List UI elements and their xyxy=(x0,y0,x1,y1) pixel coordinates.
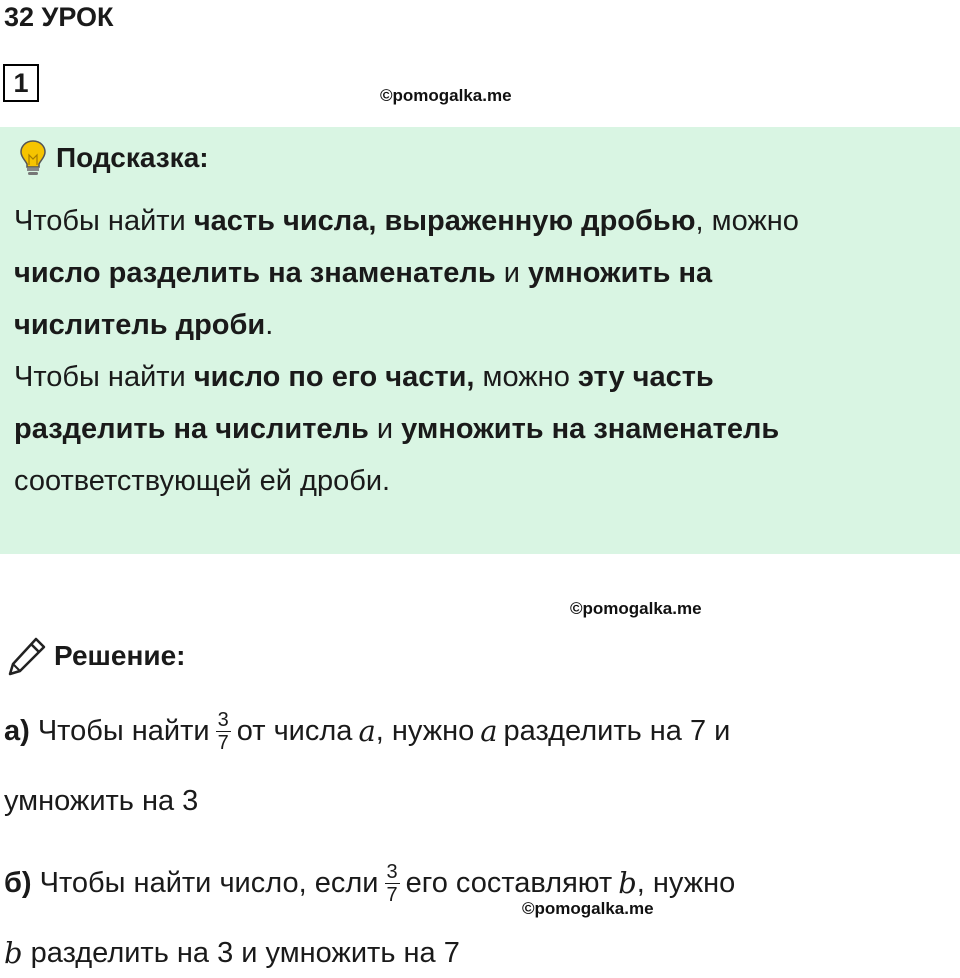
fraction-numerator: 3 xyxy=(217,708,229,731)
solution-a-text4: разделить на 7 и xyxy=(503,714,731,747)
hint-line xyxy=(14,257,712,290)
hint-text-run: умножить на знаменатель xyxy=(401,413,780,445)
solution-a-line2: умножить на 3 xyxy=(4,785,199,817)
hint-line xyxy=(14,413,779,446)
lesson-title: 32 УРОК xyxy=(4,2,114,32)
hint-text-run: разделить на числитель xyxy=(14,413,369,445)
lightbulb-icon xyxy=(18,139,48,177)
solution-title: Решение: xyxy=(54,640,186,671)
hint-line xyxy=(14,309,273,342)
watermark: ©pomogalka.me xyxy=(570,599,702,618)
fraction xyxy=(385,861,400,906)
hint-text-run: можно xyxy=(474,361,578,393)
pencil-icon xyxy=(6,635,48,677)
hint-line xyxy=(14,205,799,238)
hint-text-run: эту часть xyxy=(577,361,714,393)
hint-text-run: числитель дроби xyxy=(14,309,266,341)
hint-line xyxy=(14,361,714,394)
variable-a: a xyxy=(480,714,498,748)
solution-header xyxy=(6,634,185,678)
solution-a-text3: , нужно xyxy=(375,714,475,747)
hint-line xyxy=(14,465,390,498)
variable-b: b xyxy=(618,866,637,900)
variable-b: b xyxy=(4,936,23,970)
solution-b-line2-text: разделить на 3 и умножить на 7 xyxy=(22,936,460,969)
hint-text-run: соответствующей ей дроби. xyxy=(14,465,391,497)
solution-a-text2: от числа xyxy=(236,714,353,747)
hint-text-run: . xyxy=(265,309,274,341)
solution-b-text2: его составляют xyxy=(405,866,613,899)
watermark: ©pomogalka.me xyxy=(522,899,654,918)
hint-text-run: умножить на xyxy=(528,257,713,289)
solution-b-label: б) xyxy=(4,866,32,899)
solution-b-line2 xyxy=(4,936,460,970)
fraction-numerator: 3 xyxy=(386,860,398,883)
variable-a: a xyxy=(358,714,376,748)
hint-text-run: и xyxy=(368,413,402,445)
fraction-denominator: 7 xyxy=(217,731,229,754)
hint-text-run: число по его части, xyxy=(193,361,475,393)
solution-b-text1: Чтобы найти число, если xyxy=(31,866,379,899)
hint-text-run: число разделить на знаменатель xyxy=(14,257,496,289)
watermark: ©pomogalka.me xyxy=(380,86,512,105)
hint-header xyxy=(18,138,209,178)
hint-text-run: , можно xyxy=(695,205,799,237)
hint-title: Подсказка: xyxy=(56,142,209,173)
task-number: 1 xyxy=(3,64,39,102)
hint-text-run: Чтобы найти xyxy=(14,205,194,237)
solution-b-text3: , нужно xyxy=(636,866,736,899)
solution-a-line1 xyxy=(4,700,730,762)
fraction xyxy=(216,709,231,754)
fraction-denominator: 7 xyxy=(386,883,398,906)
hint-text-run: часть числа, выраженную дробью xyxy=(193,205,696,237)
solution-a-label: а) xyxy=(4,714,30,747)
hint-text-run: Чтобы найти xyxy=(14,361,194,393)
hint-text-run: и xyxy=(495,257,528,289)
solution-a-text1: Чтобы найти xyxy=(29,714,210,747)
